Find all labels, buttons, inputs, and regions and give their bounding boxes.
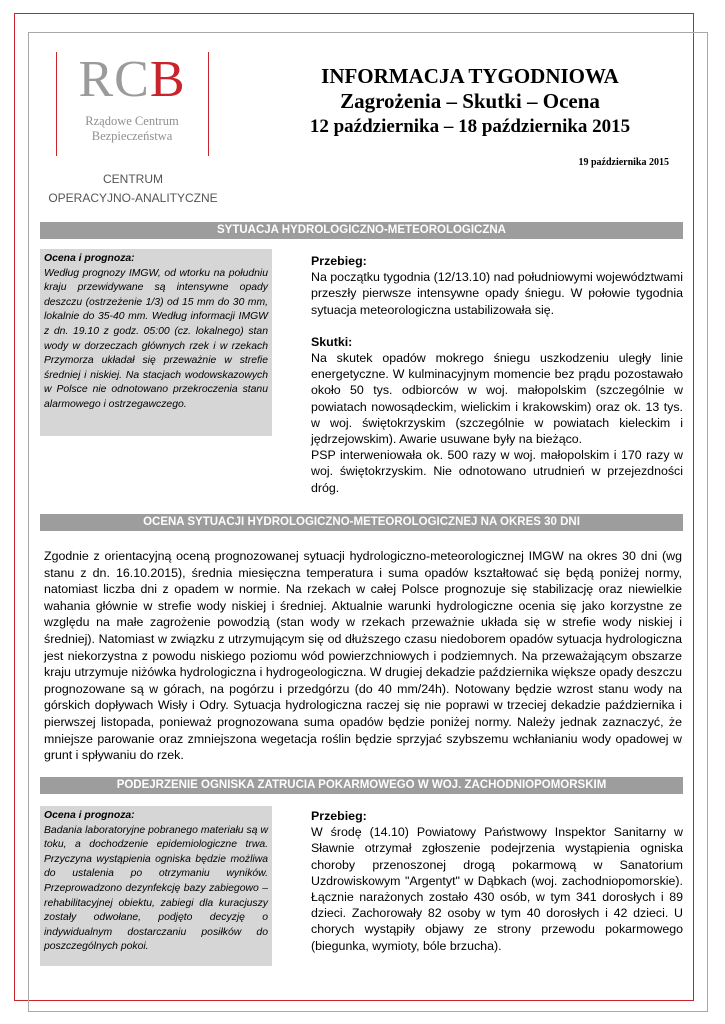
outlook-text: Zgodnie z orientacyjną oceną prognozowanej sytuacji hydrologiczno-meteorologicznej IMGW na okres 30 dni (wg stanu z dn. 16.10.2015), średnia miesięczna temperatura i suma opadów kształtować się będą poniżej normy, natomiast liczba dni z opadem w normie. Na rzekach w całej Polsce prognozuje się stabilizację oraz niewielkie wahania głównie w strefie wody niskiej i średniej. Aktualnie warunki hydrologiczne ocenia się jako korzystne ze względu na małe zagrożenie powodzią (stan wody w rzekach przeważnie układa się w strefie wody niskiej i średniej). Natomiast w związku z utrzymującym się od dłuższego czasu niedoborem opadów sytuacja hydrologiczna jest niekorzystna z powodu niskiego poziomu wód powierzchniowych i podziemnych. Na przeważającym obszarze kraju utrzymuje niżówka hydrologiczna i hydrogeologiczna. W drugiej dekadzie października większe opady deszczu prognozowane są w górach, na pogórzu i przedgórzu (do 40 mm/24h). Notowany będzie wzrost stanu wody na górskich dopływach Wisły i Odry. Sytuacja hydrologiczna raczej się nie poprawi w trzeciej dekadzie października i pierwszej listopada, ponieważ prognozowana suma opadów będzie poniżej normy. Należy jednak zaznaczyć, że mniejsze parowanie oraz zmniejszona wegetacja roślin będzie sprzyjać szybszemu wchłanianiu wody opadowej w grunt i spływaniu do rzek.	[44, 549, 682, 763]
poisoning-box-header: Ocena i prognoza:	[44, 810, 135, 821]
section-bar-food-poisoning: PODEJRZENIE OGNISKA ZATRUCIA POKARMOWEGO W WOJ. ZACHODNIOPOMORSKIM	[40, 777, 683, 794]
report-title-block	[250, 64, 690, 139]
centre-line2: OPERACYJNO-ANALITYCZNE	[48, 191, 218, 205]
logo-subtitle-line1: Rządowe Centrum	[85, 114, 179, 128]
poisoning-course-column	[311, 808, 683, 954]
forecast-box-poisoning	[40, 806, 272, 966]
centre-name	[42, 170, 224, 208]
section-bar-hydro-meteo: SYTUACJA HYDROLOGICZNO-METEOROLOGICZNA	[40, 222, 683, 239]
logo-mark-b: B	[149, 51, 186, 108]
logo-mark	[62, 52, 202, 108]
logo-mark-rc: RC	[78, 51, 150, 108]
logo-left-rule	[56, 52, 57, 156]
course-header: Przebieg:	[311, 254, 367, 268]
centre-line1: CENTRUM	[103, 172, 163, 186]
logo-right-rule	[208, 52, 209, 156]
effects-text-1: Na skutek opadów mokrego śniegu uszkodzeniu uległy linie energetyczne. W kulminacyjnym momencie bez prądu pozostawało około 50 tys. odbiorców w woj. małopolskim (szczególnie w powiatach nowosądeckim, wielickim i krakowskim) oraz ok. 13 tys. w woj. świętokrzyskim (szczególnie w powiatach kieleckim i jędrzejowskim). Awarie usuwane były na bieżąco.	[311, 351, 683, 447]
hydro-course-column	[311, 253, 683, 496]
forecast-box-header: Ocena i prognoza:	[44, 253, 135, 264]
poisoning-box-text: Badania laboratoryjne pobranego materiału są w toku, a dochodzenie epidemiologiczne trwa. Przyczyna wystąpienia ogniska będzie możliwa do ustalenia po otrzymaniu wyników. Przeprowadzono dezynfekcję bazy zabiegowo – rehabilitacyjnej obiektu, zabiegi dla kuracjuszy zostały odwołane, podjęto decyzję o indywidualnym dostarczaniu posiłków do poszczególnych pokoi.	[44, 824, 268, 953]
forecast-box-text: Według prognozy IMGW, od wtorku na południu kraju przewidywane są intensywne opady deszczu (ostrzeżenie 1/3) od 15 mm do 30 mm, lokalnie do 35-40 mm. Według informacji IMGW z dn. 19.10 z godz. 05:00 (cz. lokalnego) stan wody w dorzeczach głównych rzek i w rzekach Przymorza układał się przeważnie w strefie średniej i niskiej. Na stacjach wodowskazowych w Polsce nie odnotowano przekroczenia stanu alarmowego i ostrzegawczego.	[44, 267, 268, 410]
report-date: 19 października 2015	[578, 157, 669, 168]
logo-subtitle	[62, 114, 202, 144]
effects-text-2: PSP interweniowała ok. 500 razy w woj. małopolskim i 170 razy w woj. świętokrzyskim. Nie odnotowano utrudnień w przejezdności dróg.	[311, 448, 683, 495]
poisoning-course-text: W środę (14.10) Powiatowy Państwowy Inspektor Sanitarny w Sławnie otrzymał zgłoszenie podejrzenia wystąpienia ogniska choroby przenoszonej drogą pokarmową w Sanatorium Uzdrowiskowym "Argentyt" w Dąbkach (woj. zachodniopomorskie). Łącznie narażonych zostało 430 osób, w tym 341 dorosłych i 89 dzieci. Zachorowały 82 osoby w tym 40 dorosłych i 42 dzieci. U chorych wystąpiły objawy ze strony przewodu pokarmowego (biegunka, wymioty, bóle brzucha).	[311, 825, 683, 953]
poisoning-course-header: Przebieg:	[311, 809, 367, 823]
section-bar-30-day-outlook: OCENA SYTUACJI HYDROLOGICZNO-METEOROLOGICZNEJ NA OKRES 30 DNI	[40, 514, 683, 531]
forecast-box-hydro	[40, 249, 272, 436]
logo-subtitle-line2: Bezpieczeństwa	[91, 129, 173, 143]
report-title: INFORMACJA TYGODNIOWA	[321, 64, 619, 88]
rcb-logo	[62, 52, 202, 144]
report-subtitle: Zagrożenia – Skutki – Ocena	[340, 89, 600, 113]
course-text: Na początku tygodnia (12/13.10) nad południowymi województwami przeszły pierwsze intensywne opady śniegu. W połowie tygodnia sytuacja meteorologiczna ustabilizowała się.	[311, 270, 683, 317]
effects-header: Skutki:	[311, 334, 353, 349]
report-period: 12 października – 18 października 2015	[309, 116, 631, 137]
